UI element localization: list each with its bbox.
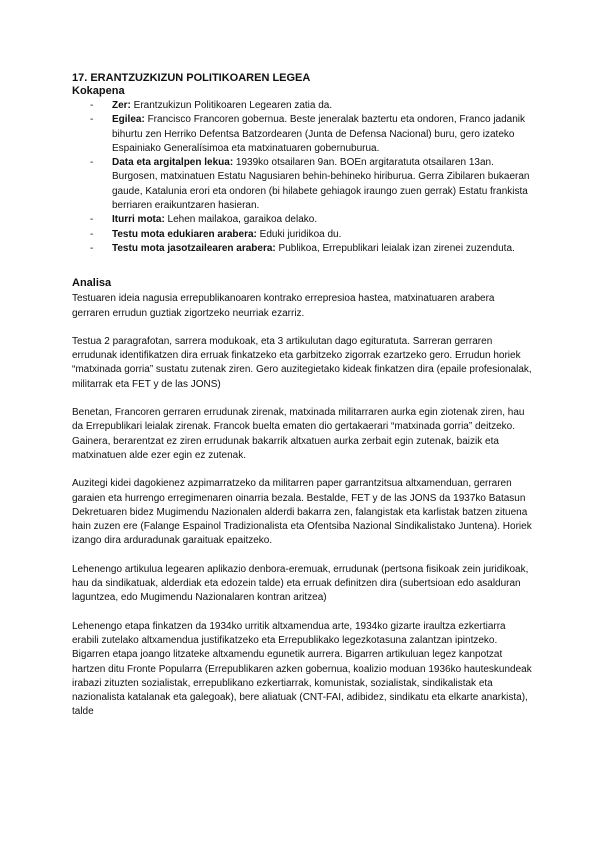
list-item-text: Francisco Francoren gobernua. Beste jeneralak baztertu eta ondoren, Franco jadanik bihurtu zen Herriko Defentsa Batzordearen (Junta de Defensa Nacional) buru, gero izateko Espainiako Generalísimoa eta matxinatuaren gobernuburua.	[112, 114, 526, 154]
kokapena-heading: Kokapena	[72, 85, 125, 97]
list-item-text: Lehen mailakoa, garaikoa delako.	[164, 214, 318, 226]
list-item-label: Testu mota edukiaren arabera:	[112, 228, 257, 240]
list-item-text: Erantzukizun Politikoaren Legearen zatia da.	[130, 100, 333, 111]
list-item-label: Testu mota jasotzailearen arabera:	[112, 242, 276, 254]
document-page	[72, 72, 532, 734]
paragraph: Benetan, Francoren gerraren errudunak zirenak, matxinada militarraren aurka egin ziotenak ziren, hau da Errepublikari leialak zirenak. Francok buelta ematen dio gertakaerari “matxinada gorria” deitzeko. Gainera, berarentzat ez ziren errudunak bakarrik altxatuen aurka zerbait egin zutenak, baizik eta matxinatuen alde ezer egin ez zutenak.	[72, 407, 525, 461]
list-item-text: Publikoa, Errepublikari leialak izan zirenei zuzenduta.	[275, 242, 515, 254]
list-item: - Iturri mota: Lehen mailakoa, garaikoa delako.	[90, 214, 318, 226]
analisa-heading: Analisa	[72, 277, 112, 290]
kokapena-list	[72, 99, 532, 256]
document-title: 17. ERANTZUZKIZUN POLITIKOAREN LEGEA	[72, 72, 311, 84]
list-item-label: Data eta argitalpen lekua:	[112, 157, 234, 169]
list-item-label: Iturri mota:	[112, 214, 165, 226]
list-item: - Testu mota jasotzailearen arabera: Publikoa, Errepublikari leialak izan zirenei zuzenduta.	[90, 242, 515, 254]
paragraph: Lehenengo etapa finkatzen da 1934ko urritik altxamendua arte, 1934ko gizarte iraultza ezkertiarra erabili zutelako altxamendua justifikatzeko eta Errepublikako legezkotasuna zalantzan ipintzeko. Bigarren etapa joango litzateke altxamendu egunetik aurrera. Bigarren artikuluan legez kanpotzat hartzen ditu Fronte Popularra (Errepublikaren azken gobernua, koalizio moduan 1936ko hauteskundeak irabazi zituzten sozialistak, errepublikano ezkertiarrak, komunistak, sozialistak, sindikalistak eta nazionalista katalanak eta galegoak), bere aliatuak (CNT-FAI, adibidez, sindikatu eta elkarte anarkista), talde	[72, 620, 532, 718]
list-item-text: Eduki juridikoa du.	[256, 228, 342, 240]
list-item-label: Egilea:	[112, 114, 145, 126]
paragraph: Lehenengo artikulua legearen aplikazio denbora-eremuak, errudunak (pertsona fisikoak zein juridikoak, hau da sindikatuak, alderdiak eta edozein talde) eta erruak definitzen dira (subertsioan edo asalduran laguntzea, edo Mugimendu Nazionalaren kontran aritzea)	[72, 563, 529, 604]
list-item: - Egilea: Francisco Francoren gobernua. Beste jeneralak baztertu eta ondoren, Franco jadanik bihurtu zen Herriko Defentsa Batzordearen (Junta de Defensa Nacional) buru, gero izateko Espainiako Generalísimoa eta matxinatuaren gobernuburua.	[90, 114, 526, 154]
list-item-text: 1939ko otsailaren 9an. BOEn argitaratuta otsailaren 13an. Burgosen, matxinatuen Estatu Nagusiaren behin-behineko hiriburua. Gerra Zibilaren bukaeran gaude, Katalunia erori eta ondoren (bi hilabete gehiagok iraungo zuen gerrak) Estatu frankista berriaren eraikuntzaren hasieran.	[112, 157, 530, 212]
list-item: - Data eta argitalpen lekua: 1939ko otsailaren 9an. BOEn argitaratuta otsailaren 13an. Burgosen, matxinatuen Estatu Nagusiaren behin-behineko hiriburua. Gerra Zibilaren bukaeran gaude, Katalunia erori eta ondoren (bi hilabete gehiagok iraungo zuen gerrak) Estatu frankista berriaren eraikuntzaren hasieran.	[90, 157, 530, 212]
list-item: - Zer: Erantzukizun Politikoaren Legearen zatia da.	[90, 100, 333, 111]
list-item-label: Zer:	[112, 100, 131, 111]
list-item: - Testu mota edukiaren arabera: Eduki juridikoa du.	[90, 228, 342, 240]
paragraph: Auzitegi kidei dagokienez azpimarratzeko da militarren paper garrantzitsua altxamenduan, gerraren garaien eta hurrengo erregimenaren oinarria bezala. Bestalde, FET y de las JONS da 1937ko Batasun Dekretuaren bidez Mugimendu Nazionalen alderdi bakarra zen, falangistak eta karlistak batzen zituena hain zuzen ere (Falange Espainol Tradizionalista eta Ofentsiba Nazional Sindikalistako Juntena). Horiek izango dira arduradunak garaituak epaitzeko.	[72, 478, 532, 547]
paragraph: Testuaren ideia nagusia errepublikanoaren kontrako errepresioa hastea, matxinatuaren arabera gerraren errudun guztiak zigortzeko neurriak ezarriz.	[72, 293, 495, 319]
paragraph: Testua 2 paragrafotan, sarrera modukoak, eta 3 artikulutan dago egituratuta. Sarreran gerraren errudunak identifikatzen dira erruak finkatzeko eta garbitzeko zigorrak ezartzeko gero. Errudun horiek “matxinada gorria” sustatu zutenak ziren. Gero auzitegietako kideak finkatzen dira (epaile profesionalak, militarrak eta FET y de las JONS)	[72, 335, 532, 390]
